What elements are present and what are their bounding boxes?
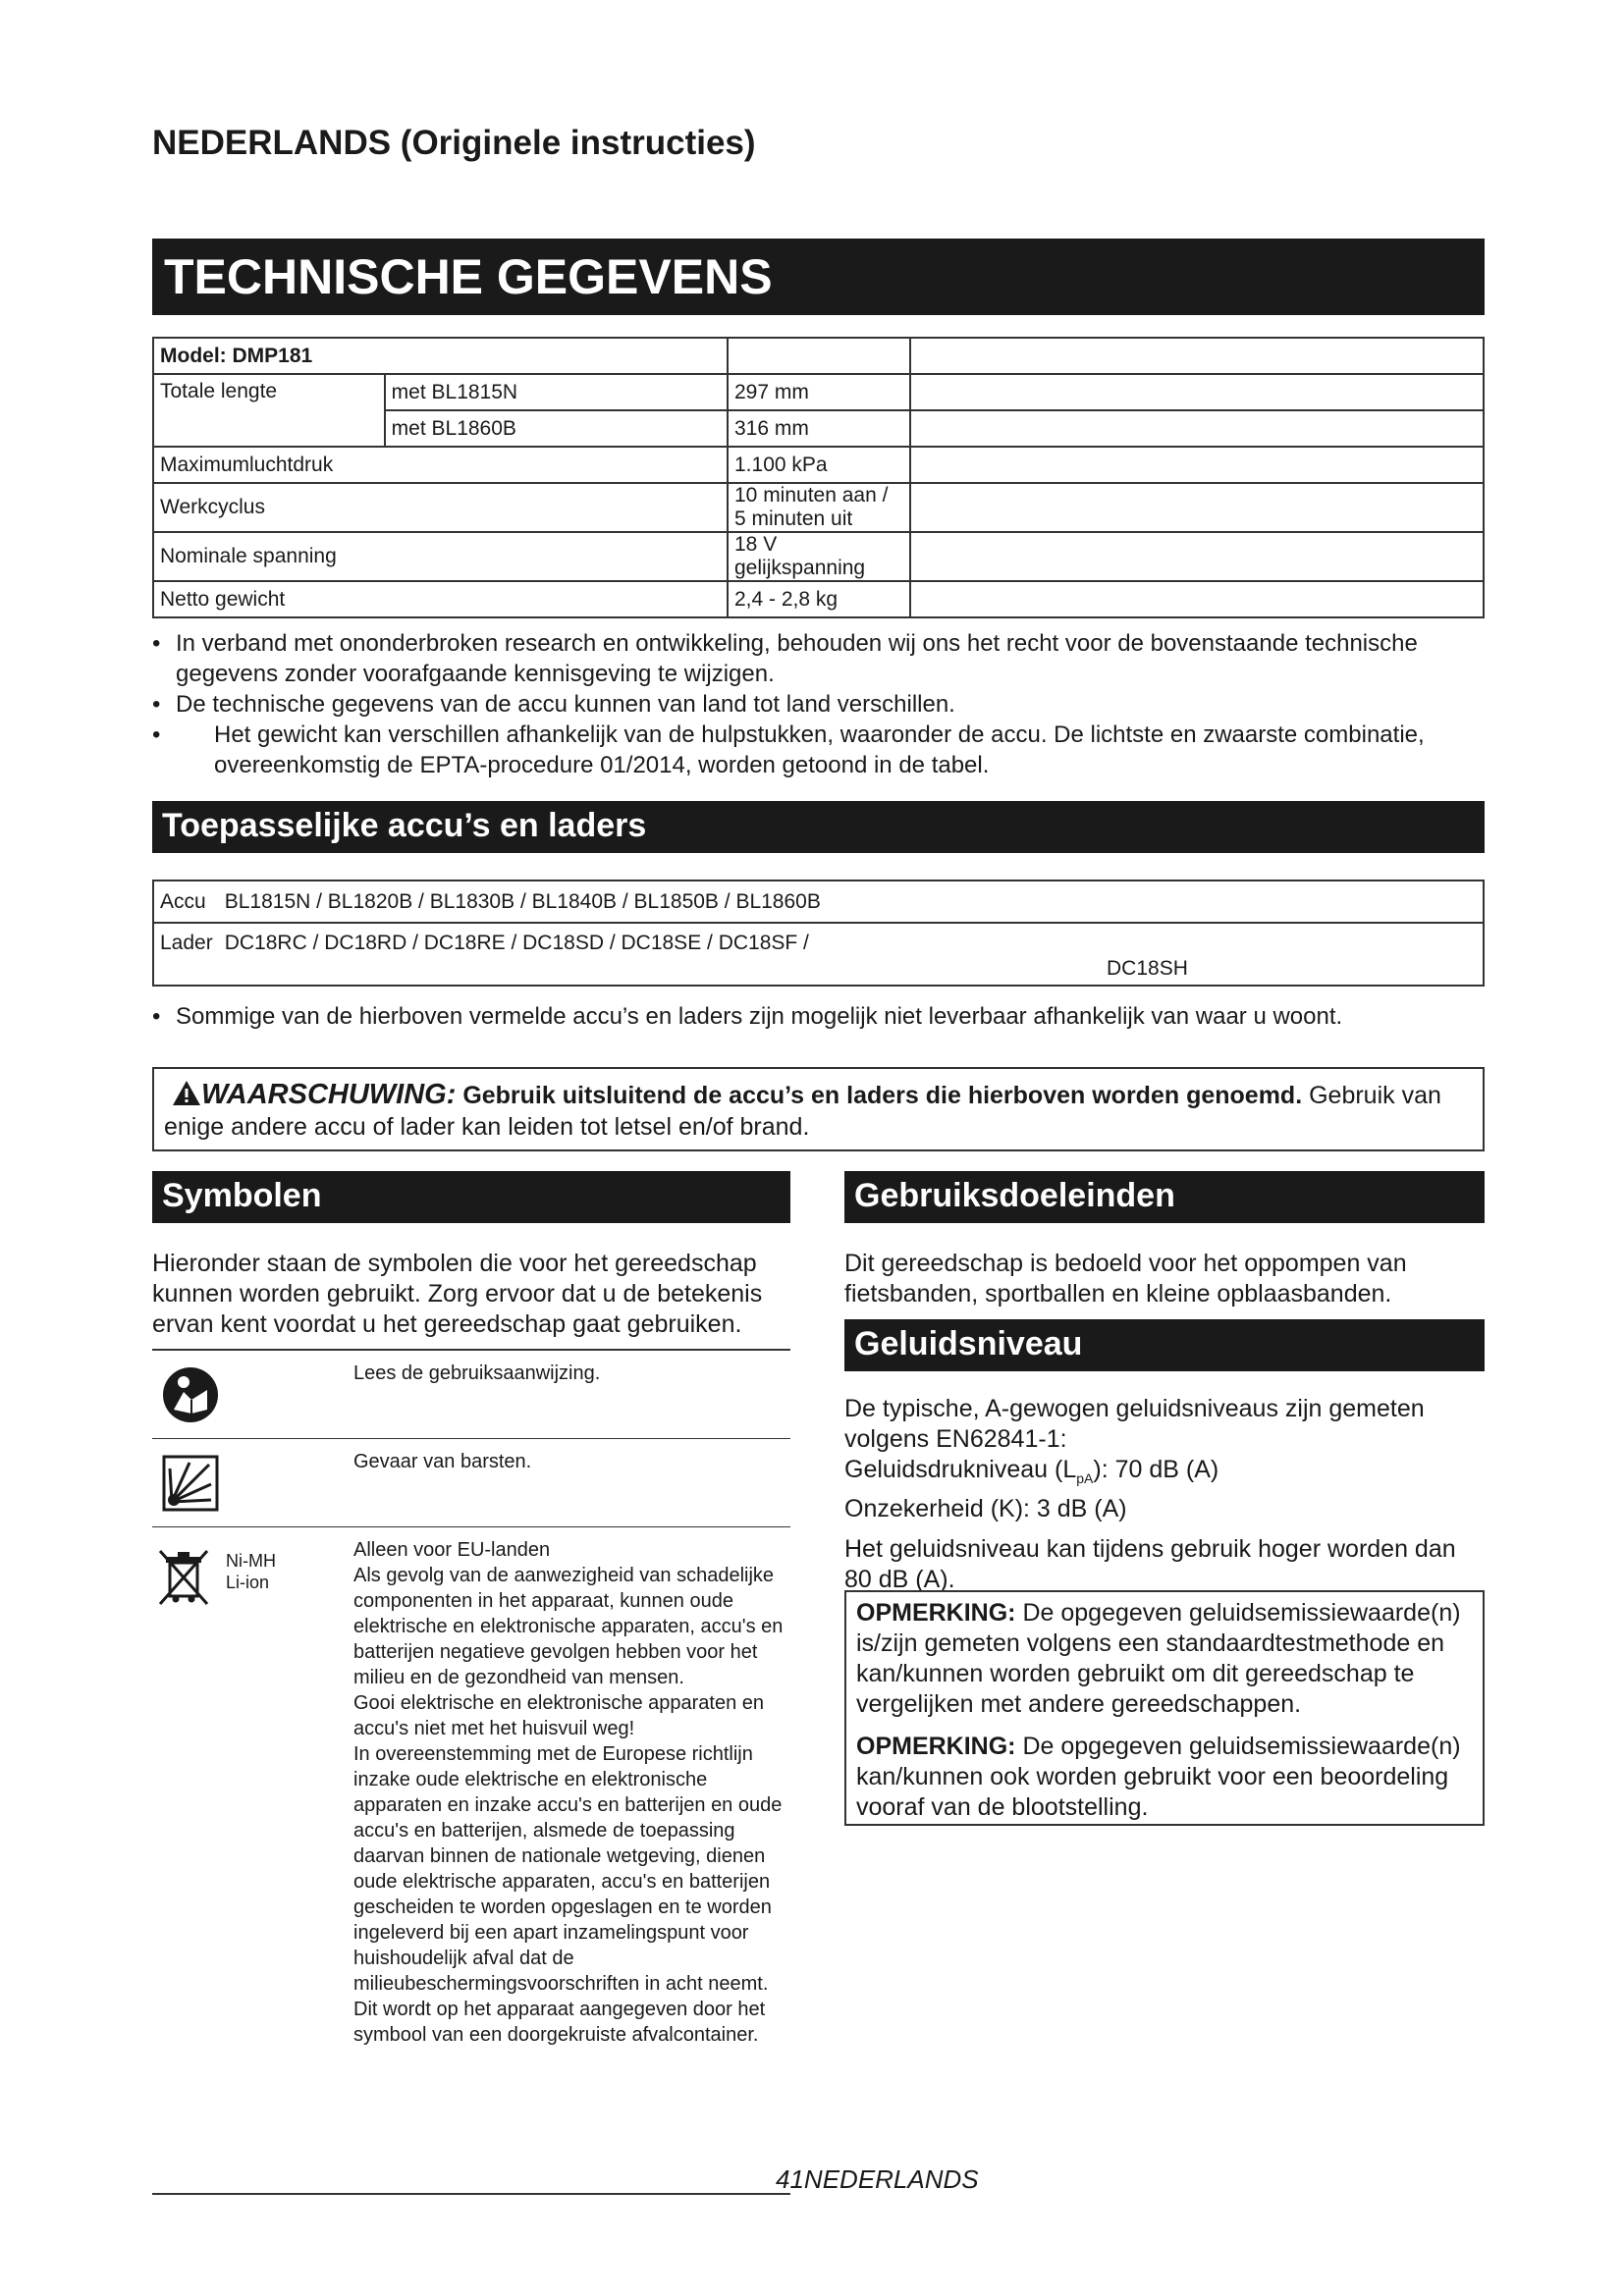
- table-row: [153, 532, 1484, 581]
- table-row: [153, 447, 1484, 483]
- symbol-text: Gevaar van barsten.: [353, 1451, 532, 1472]
- explosion-icon: [162, 1455, 219, 1512]
- spec-value: 316 mm: [728, 410, 910, 447]
- spec-value: 2,4 - 2,8 kg: [728, 581, 910, 617]
- weee-text-3: In overeenstemming met de Europese richtlijn inzake oude elektrische en elektronische apparaten en inzake accu's en batterijen en oude accu's en batterijen, alsmede de toepassing daarvan binnen de nationale wetgeving, dienen oude elektrische apparaten, accu's en batterijen gescheiden te worden opgeslagen en te worden ingeleverd bij een apart inzamelingspunt voor huishoudelijk afval dat de milieubeschermingsvoorschriften in acht neemt.: [353, 1743, 783, 1995]
- spec-value: 297 mm: [728, 374, 910, 410]
- lader-value: DC18RC / DC18RD / DC18RE / DC18SD / DC18SE / DC18SF /: [219, 923, 1101, 986]
- symbols-intro: Hieronder staan de symbolen die voor het gereedschap kunnen worden gebruikt. Zorg ervoor dat u de betekenis ervan kent voordat u het gereedschap gaat gebruiken.: [152, 1250, 763, 1338]
- noise-pressure: Geluidsdrukniveau $(L_{pA})$: 70 dB (A): [844, 1456, 1219, 1486]
- list-item: • De technische gegevens van de accu kunnen van land tot land verschillen.: [152, 691, 955, 718]
- weee-title: Alleen voor EU-landen: [353, 1539, 551, 1561]
- table-row: [153, 483, 1484, 532]
- spec-value: 1.100 kPa: [728, 447, 910, 483]
- spec-sub: met BL1860B: [385, 410, 728, 447]
- weee-text-2: Gooi elektrische en elektronische apparaten en accu's niet met het huisvuil weg!: [353, 1692, 765, 1739]
- accu-label: Accu: [153, 881, 219, 923]
- note-1: OPMERKING: De opgegeven geluidsemissiewaarde(n) is/zijn gemeten volgens een standaardtestmethode en kan/kunnen worden gebruikt om dit gereedschap te vergelijken met andere gereedschappen.: [856, 1599, 1461, 1718]
- accu-value: BL1815N / BL1820B / BL1830B / BL1840B / BL1850B / BL1860B: [219, 881, 1484, 923]
- spec-notes: [152, 628, 1488, 780]
- manual-icon: [162, 1366, 219, 1423]
- spec-value: 18 V gelijkspanning: [728, 532, 910, 581]
- spec-sub: met BL1815N: [385, 374, 728, 410]
- table-row: [153, 338, 1484, 374]
- usage-section-heading: Gebruiksdoeleinden: [844, 1171, 1485, 1223]
- symbols-table: [152, 1349, 790, 2195]
- noise-block: [844, 1394, 1483, 1595]
- noise-section-heading: Geluidsniveau: [844, 1319, 1485, 1371]
- list-item: • In verband met ononderbroken research en ontwikkeling, behouden wij ons het recht voor de bovenstaande technische gegevens zonder voorafgaande kennisgeving te wijzigen.: [152, 630, 1418, 687]
- warning-bold: Gebruik uitsluitend de accu’s en laders die hierboven worden genoemd.: [462, 1082, 1303, 1109]
- liion-tag: Li-ion: [226, 1573, 270, 1592]
- spec-value: 10 minuten aan / 5 minuten uit: [728, 483, 910, 532]
- spec-label: Nominale spanning: [153, 532, 728, 581]
- lader-value-2: DC18SH: [1101, 923, 1484, 986]
- warning-rest: Gebruik van enige andere accu of lader kan leiden tot letsel en/of brand.: [164, 1082, 1441, 1141]
- table-row: [153, 881, 1484, 923]
- symbol-row-explosion: [152, 1439, 790, 1527]
- note-box: [844, 1590, 1485, 1826]
- battery-section-heading: Toepasselijke accu’s en laders: [152, 801, 1485, 853]
- noise-intro: De typische, A-gewogen geluidsniveaus zijn gemeten volgens EN62841-1:: [844, 1395, 1425, 1453]
- weee-text-1: Als gevolg van de aanwezigheid van schadelijke componenten in het apparaat, kunnen oude elektrische en elektronische apparaten, accu's en batterijen negatieve gevolgen hebben voor het milieu en de gezondheid van mensen.: [353, 1565, 784, 1688]
- spec-label: Werkcyclus: [153, 483, 728, 532]
- table-row: [153, 581, 1484, 617]
- battery-table: [152, 880, 1485, 987]
- tech-section-heading: TECHNISCHE GEGEVENS: [152, 239, 1485, 315]
- page-footer: 41NEDERLANDS: [776, 2164, 979, 2194]
- noise-uncertainty: Onzekerheid (K): 3 dB (A): [844, 1495, 1127, 1522]
- nimh-tag: Ni-MH: [226, 1551, 276, 1571]
- warning-title: WAARSCHUWING:: [201, 1079, 457, 1110]
- warning-triangle-icon: [172, 1080, 201, 1106]
- spec-label: Maximumluchtdruk: [153, 447, 728, 483]
- note-2: OPMERKING: De opgegeven geluidsemissiewaarde(n) kan/kunnen ook worden gebruikt voor een beoordeling vooraf van de blootstelling.: [856, 1733, 1461, 1821]
- symbol-row-manual: [152, 1351, 790, 1439]
- weee-bin-icon: [158, 1549, 209, 1606]
- symbols-section-heading: Symbolen: [152, 1171, 790, 1223]
- noise-exceed: Het geluidsniveau kan tijdens gebruik hoger worden dan 80 dB (A).: [844, 1535, 1456, 1593]
- spec-label: Totale lengte: [153, 374, 385, 447]
- warning-box: [152, 1067, 1485, 1151]
- list-item: • Sommige van de hierboven vermelde accu’s en laders zijn mogelijk niet leverbaar afhankelijk van waar u woont.: [152, 1003, 1343, 1030]
- symbol-text: [353, 1537, 785, 2048]
- table-row: [153, 374, 1484, 410]
- spec-label: Netto gewicht: [153, 581, 728, 617]
- weee-text-4: Dit wordt op het apparaat aangegeven door het symbool van een doorgekruiste afvalcontainer.: [353, 1999, 766, 2046]
- table-row: [153, 923, 1484, 986]
- lader-label: Lader: [153, 923, 219, 986]
- symbol-text: Lees de gebruiksaanwijzing.: [353, 1362, 601, 1384]
- battery-notes: [152, 1001, 1488, 1032]
- list-item: • Het gewicht kan verschillen afhankelijk van de hulpstukken, waaronder de accu. De lichtste en zwaarste combinatie, overeenkomstig de EPTA-procedure 01/2014, worden getoond in de tabel.: [152, 721, 1425, 778]
- page-title: NEDERLANDS (Originele instructies): [152, 124, 756, 162]
- specs-table: [152, 337, 1485, 618]
- model-label: Model: DMP181: [153, 338, 728, 374]
- usage-text: Dit gereedschap is bedoeld voor het oppompen van fietsbanden, sportballen en kleine opblaasbanden.: [844, 1250, 1407, 1308]
- symbol-row-weee: [152, 1527, 790, 2193]
